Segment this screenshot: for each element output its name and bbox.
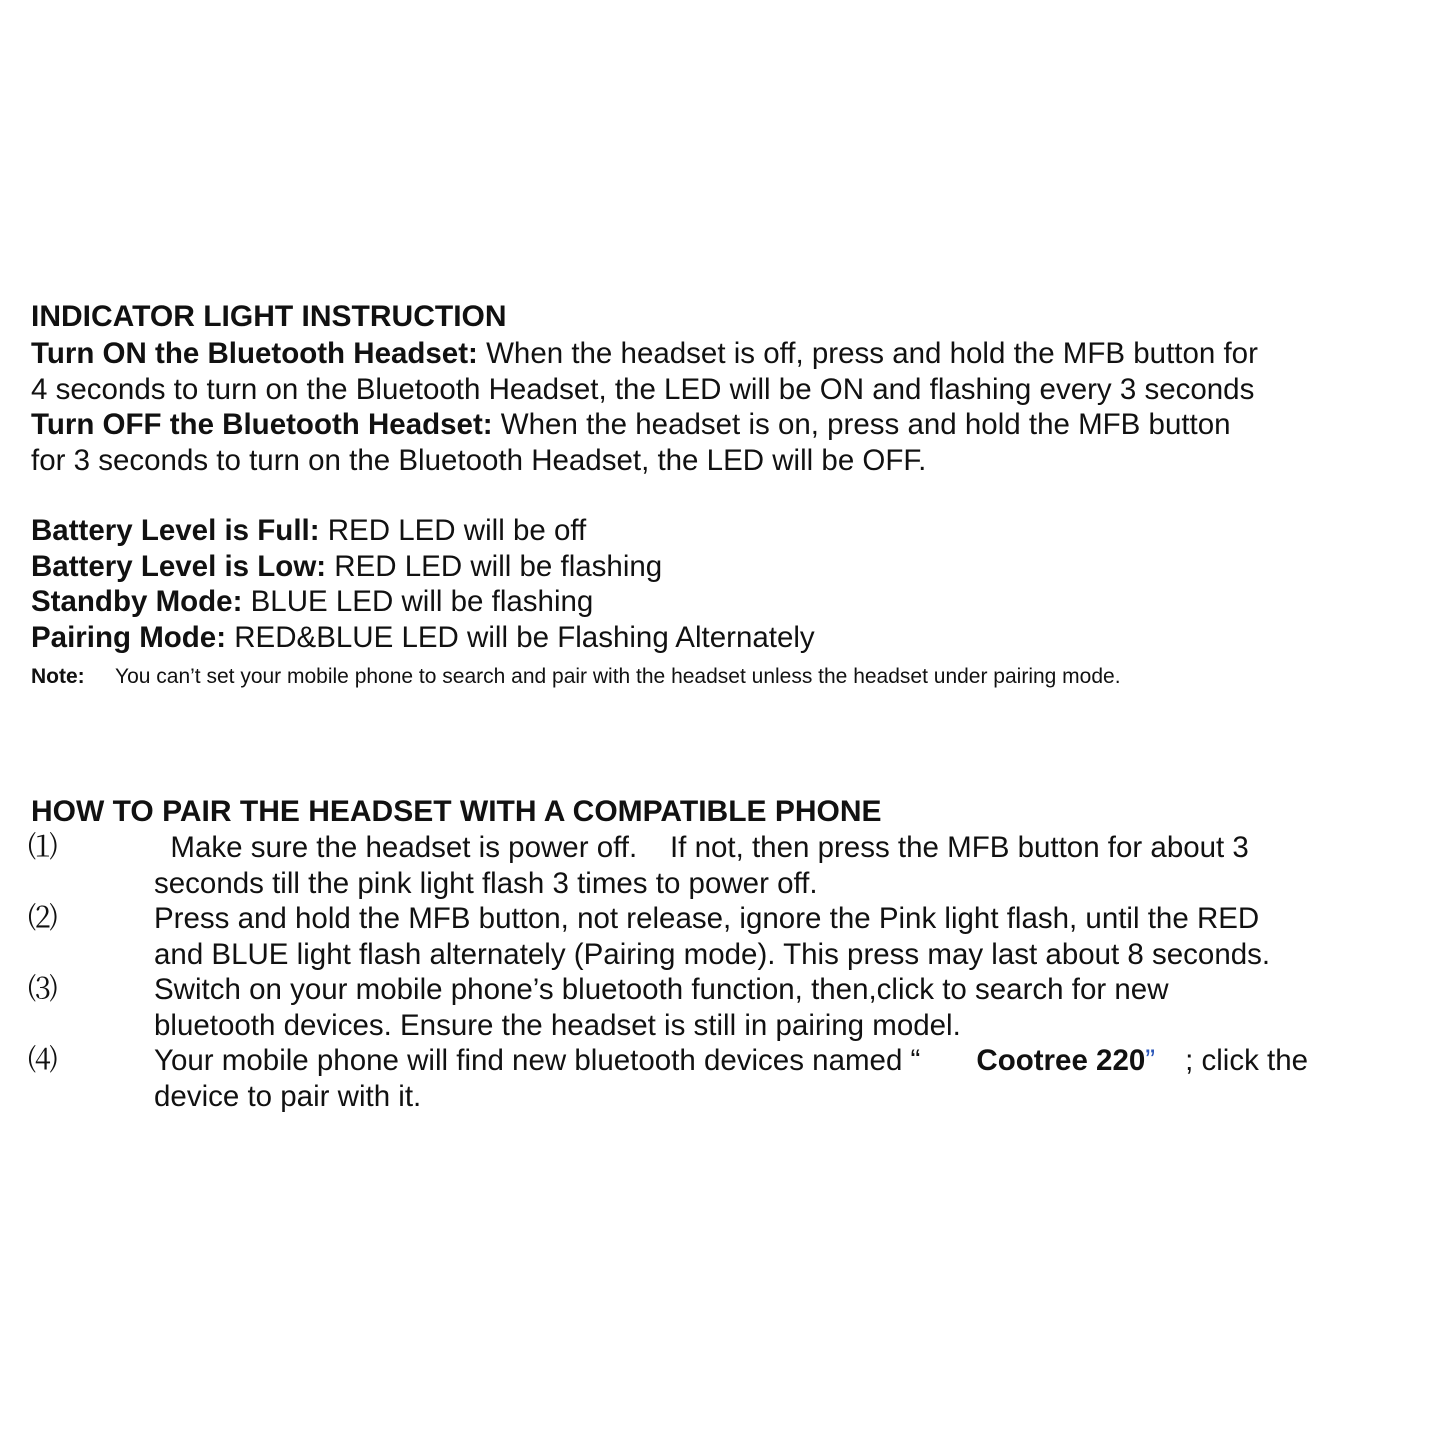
step-line-1-post: ; click the: [1185, 1044, 1309, 1077]
step-text: [154, 972, 1169, 1043]
step-number: ⑷: [28, 1044, 58, 1077]
status-battery-low: [31, 549, 815, 585]
step-number: ⑵: [28, 902, 58, 935]
pairing-note: [31, 663, 1121, 691]
turn-on-paragraph: [31, 336, 1258, 407]
close-quote: ”: [1145, 1044, 1156, 1077]
turn-off-text-1: When the headset is on, press and hold the MFB button: [492, 408, 1231, 441]
status-list: [31, 513, 815, 655]
step-number: ⑶: [28, 973, 58, 1006]
step-text: [154, 830, 1249, 901]
turn-on-line-1: [31, 336, 1258, 372]
step-line-2: device to pair with it.: [154, 1079, 422, 1113]
note-label: Note:: [31, 665, 85, 688]
status-label: Battery Level is Low:: [31, 549, 327, 583]
step-number: ⑴: [28, 831, 58, 864]
turn-off-label: Turn OFF the Bluetooth Headset:: [31, 408, 493, 441]
step-line-1-pre: Your mobile phone will find new bluetooth devices named “: [154, 1044, 921, 1077]
step-line-1: Make sure the headset is power off. If not, then press the MFB button for about 3: [154, 831, 1249, 864]
turn-on-label: Turn ON the Bluetooth Headset:: [31, 337, 478, 370]
turn-off-text-2: for 3 seconds to turn on the Bluetooth Headset, the LED will be OFF.: [31, 443, 927, 477]
step-line-1: Switch on your mobile phone’s bluetooth function, then,click to search for new: [154, 973, 1169, 1006]
step-line-2: and BLUE light flash alternately (Pairing mode). This press may last about 8 seconds.: [154, 937, 1271, 971]
status-standby: [31, 584, 815, 620]
indicator-heading: INDICATOR LIGHT INSTRUCTION: [31, 300, 507, 333]
step-text: [154, 1043, 1308, 1114]
turn-on-text-2: 4 seconds to turn on the Bluetooth Headset, the LED will be ON and flashing every 3 seconds: [31, 372, 1255, 406]
pairing-heading: HOW TO PAIR THE HEADSET WITH A COMPATIBLE PHONE: [31, 795, 882, 828]
turn-off-paragraph: [31, 407, 1231, 478]
device-name: Cootree 220: [976, 1044, 1146, 1077]
step-line-1: Press and hold the MFB button, not release, ignore the Pink light flash, until the RED: [154, 902, 1260, 935]
status-label: Pairing Mode:: [31, 620, 227, 654]
step-text: [154, 901, 1270, 972]
status-battery-full: [31, 513, 815, 549]
note-text: You can’t set your mobile phone to search and pair with the headset unless the headset under pairing mode.: [115, 665, 1121, 688]
status-text: RED&BLUE LED will be Flashing Alternately: [226, 620, 815, 654]
status-label: Standby Mode:: [31, 585, 243, 618]
status-label: Battery Level is Full:: [31, 514, 320, 547]
step-line-2: seconds till the pink light flash 3 times to power off.: [154, 866, 818, 900]
status-text: RED LED will be off: [319, 514, 587, 547]
step-line-1: [154, 1043, 1308, 1079]
turn-on-text-1: When the headset is off, press and hold the MFB button for: [477, 337, 1258, 370]
turn-off-line-1: [31, 407, 1231, 443]
step-line-2: bluetooth devices. Ensure the headset is still in pairing model.: [154, 1008, 961, 1042]
status-text: BLUE LED will be flashing: [242, 585, 594, 618]
status-text: RED LED will be flashing: [326, 549, 663, 583]
status-pairing: [31, 620, 815, 656]
